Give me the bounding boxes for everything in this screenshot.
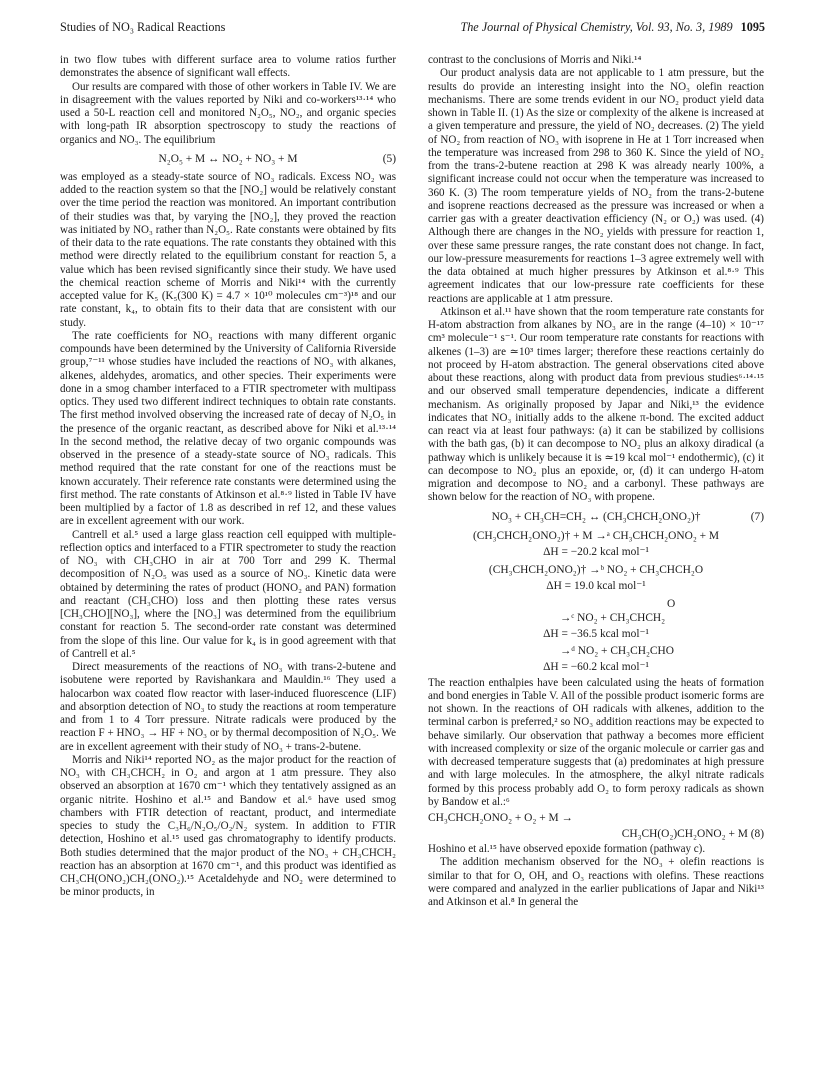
paragraph: Hoshino et al.¹⁵ have observed epoxide formation (pathway c). [428,843,706,855]
pathway-a [428,529,764,543]
equation-8-line-2: CH₃CH(O₂)CH₂ONO₂ + M (8) [621,828,764,840]
equation-number: (7) [750,510,764,523]
equation-8-line-1: CH₃CHCH₂ONO₂ + O₂ + M → [428,812,573,824]
right-column [428,54,764,909]
equation-body: (CH₃CHCH₂ONO₂)† →ᵇ NO₂ + CH₃CHCH₂O [488,563,704,576]
paragraph: contrast to the conclusions of Morris and Niki.¹⁴ [428,54,642,66]
running-title: Studies of NO₃ Radical Reactions [60,20,226,34]
equation-body: N₂O₅ + M ↔ NO₂ + NO₃ + M [158,152,298,165]
paragraph: Atkinson et al.¹¹ have shown that the room temperature rate constants for H-atom abstraction from alkanes by NO₃ are in the range (4–10) × 10⁻¹⁷ cm³ molecule⁻¹ s⁻¹. Our room temperature rate constants for reactions with alkenes (1–3) are ≃10³ times larger; therefore these reactions certainly do not proceed by H-atom abstraction. The general observations cited above about these reactions, along with product data from previous studies⁶·¹⁴·¹⁵ and our observed small temperature dependencies, indicate a different mechanism. As originally proposed by Japar and Niki,¹³ the evidence indicates that NO₃ initially adds to the alkene π-bond. The excited adduct can react via at least four pathways: (a) it can be stabilized by collisions with the bath gas, (b) it can decompose to NO₂ plus an alkoxy diradical (a pathway which is unlikely because it is ≃19 kcal mol⁻¹ endothermic), (c) it can decompose to NO₂ plus an epoxide, or, (d) it can undergo H-atom migration and decompose to NO₂ and a carbonyl. These pathways are shown below for the reaction of NO₃ with propene. [428,305,764,504]
equation-5 [60,152,396,166]
pathway-a-enthalpy: ΔH = −20.2 kcal mol⁻¹ [543,545,649,558]
paragraph: Direct measurements of the reactions of NO₃ with trans-2-butene and isobutene were reported by Ravishankara and Mauldin.¹⁶ They used a halocarbon wax coated flow reactor with laser-induced fluorescence (LIF) and absorption detection of NO₃ to study the reactions at room temperature and from 1 to 4 Torr pressure. Nitrate radicals were produced by the reaction F + HNO₃ → HF + NO₃ or by thermal decomposition of N₂O₅. We are in excellent agreement with their study of NO₃ + trans-2-butene. [60,661,396,753]
journal-citation [460,18,765,36]
pathway-c: →ᶜ NO₂ + CH₃CHCH₂ [560,611,666,624]
paragraph: Our results are compared with those of other workers in Table IV. We are in disagreement with the values reported by Niki and co-workers¹³·¹⁴ who used a 50-L reaction cell and monitored N₂O₅, NO₂, and organic species with long-path IR absorption spectroscopy to study the reactions of organics and NO₃. The equilibrium [60,80,396,146]
paragraph: Cantrell et al.⁵ used a large glass reaction cell equipped with multiple-reflection optics and interfaced to a FTIR spectrometer to study the reaction of NO₃ with CH₃CHO in air at 700 Torr and 299 K. Thermal decomposition of N₂O₅ was used as a source of NO₃. Kinetic data were obtained by determining the rates of product (HONO₂ and PAN) formation and reactant (CH₃CHO) loss and then plotting these rates versus [CH₃CHO][NO₃], where the [NO₃] was determined from the equilibrium constant for reaction 5. The second-order rate constant was determined from the slope of this line. Our value for k₄ is in good agreement with that of Cantrell et al.⁵ [60,528,396,660]
running-header [60,18,765,36]
pathway-d: →ᵈ NO₂ + CH₃CH₂CHO [560,644,674,657]
paragraph: The rate coefficients for NO₃ reactions with many different organic compounds have been determined by the University of California Riverside group,⁷⁻¹¹ whose studies have included the reactions of NO₃ with alkanes, alkenes, aldehydes, aromatics, and other species. Their experiments were done in a smog chamber interfaced to a FTIR spectrometer with multipass optics. They used two different indirect techniques to obtain rate constants. The first method involved observing the increased rate of decay of N₂O₅ in the presence of the organic reactant, as described above for Niki et al.¹³·¹⁴ In the second method, the relative decay of two organic compounds was observed in the presence of a steady-state source of NO₃ radicals. This method required that the rate constant for one of the reactions must be known accurately. Their reference rate constants were determined using the first method. The rate constants of Atkinson et al.⁸·⁹ listed in Table IV have been multiplied by a factor of 1.8 as described in ref 12, and these values are in excellent agreement with our work. [60,329,396,528]
paragraph: The reaction enthalpies have been calculated using the heats of formation and bond energies in Table V. All of the possible product isomeric forms are not shown. In the reactions of OH radicals with alkenes, addition to the terminal carbon is preferred,² so NO₃ addition reactions may be expected to behave similarly. Our observation that pathway a becomes more efficient with increased complexity or size of the organic molecule or carrier gas and with decreased temperature suggests that (a) predominates at high pressure and with large molecules. In the atmosphere, the alkyl nitrate radicals formed by this process probably add O₂ to form peroxy radicals as shown by Bandow et al.:⁶ [428,676,764,808]
paragraph: Our product analysis data are not applicable to 1 atm pressure, but the results do provide an interesting insight into the NO₃ olefin reaction mechanisms. There are some trends evident in our NO₂ product yield data shown in Table II. (1) As the size or complexity of the alkene is increased at a given temperature and pressure, the yield of NO₂ decreases. (2) The yield of NO₂ from reaction of NO₃ with isoprene in He at 1 Torr increased when the temperature was increased from 298 to 360 K. Since the yield of NO₂ from the trans-2-butene reaction at 298 K was already nearly 100%, a significant increase could not occur when the temperature was increased to 360 K. (3) The room temperature yields of NO₂ from the trans-2-butene and isoprene reactions decreased as the pressure was increased or when a carrier gas with a greater deactivation efficiency (N₂ or O₂) was used. (4) Although there are changes in the NO₂ yields with pressure for reaction 1, over these same pressure ranges, the rate constant does not change. In fact, our low-pressure measurements for reactions 1–3 agree extremely well with the data obtained at much higher pressures by Atkinson et al.⁸·⁹ This agreement indicates that our low-pressure rate coefficients for these reactions are applicable at 1 atm pressure. [428,67,764,305]
epoxide-oxygen: O [667,597,676,610]
equation-body: (CH₃CHCH₂ONO₂)† + M →ᵃ CH₃CHCH₂ONO₂ + M [472,529,720,542]
journal-name: The Journal of Physical Chemistry, Vol. 93, No. 3, 1989 [460,20,733,34]
left-column [60,54,396,900]
pathway-b-enthalpy: ΔH = 19.0 kcal mol⁻¹ [546,579,646,592]
page-number: 1095 [740,20,765,34]
paragraph: Morris and Niki¹⁴ reported NO₂ as the major product for the reaction of NO₃ with CH₃CHCH₂ in O₂ and argon at 1 atm pressure. They also observed an absorption at 1670 cm⁻¹ which they tentatively assigned as an organic nitrite. Hoshino et al.¹⁵ and Bandow et al.⁶ have used smog chambers with FTIR detection of reactant, product, and intermediate species to study the C₃H₆/N₂O₅/O₂/N₂ system. In addition to FTIR detection, Hoshino et al.¹⁵ used gas chromatography to identify products. Both studies determined that the major product of the NO₃ + CH₃CHCH₂ reaction has an absorption at 1670 cm⁻¹, and this product was identified as CH₃CH(ONO₂)CH₂(ONO₂).¹⁵ Acetaldehyde and NO₂ were determined to be minor products, in [60,753,396,899]
paragraph: in two flow tubes with different surface area to volume ratios further demonstrates the absence of significant wall effects. [60,54,396,80]
equation-body: NO₃ + CH₃CH=CH₂ ↔ (CH₃CHCH₂ONO₂)† [491,510,701,523]
pathway-c-enthalpy: ΔH = −36.5 kcal mol⁻¹ [543,627,649,640]
pathway-d-enthalpy: ΔH = −60.2 kcal mol⁻¹ [543,660,649,673]
pathway-b [428,563,764,577]
equation-7 [428,510,764,524]
equation-number: (5) [382,152,396,165]
paragraph: was employed as a steady-state source of NO₃ radicals. Excess NO₂ was added to the reaction system so that the [NO₂] would be relatively constant over the time period the reaction was monitored. An important contribution of their studies was that, by varying the [NO₂], they proved the reaction was initiated by NO₃ rather than N₂O₅. Rate constants were obtained by fits of their data to the rate equations. The rate constants they obtained with this method were directly related to the equilibrium constant for reaction 5, a value which has been revised significantly since their study. We have used the chemical reaction scheme of Morris and Niki¹⁴ with the currently accepted value for K₅ (K₅(300 K) = 4.7 × 10¹⁰ molecules cm⁻³)¹⁸ and our rate constant, k₄, to obtain fits to their data that are consistent with our study. [60,170,396,329]
paragraph: The addition mechanism observed for the NO₃ + olefin reactions is similar to that for O, OH, and O₃ reactions with olefins. These reactions were compared and analyzed in the earlier publications of Japar and Niki¹³ and Atkinson et al.⁸ In general the [428,856,764,908]
